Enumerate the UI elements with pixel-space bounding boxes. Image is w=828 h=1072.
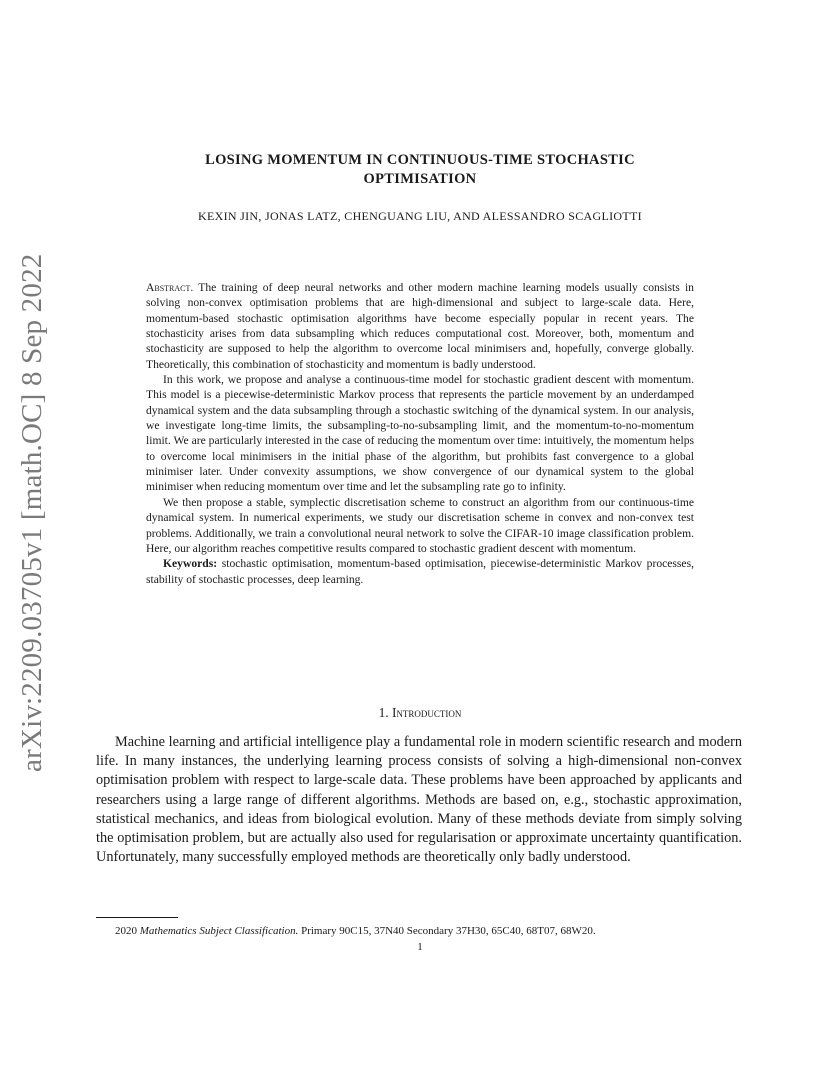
abstract bbox=[146, 280, 694, 587]
footnote-label: Mathematics Subject Classification. bbox=[139, 925, 299, 937]
section-heading-introduction bbox=[120, 705, 720, 721]
paper-title bbox=[120, 151, 720, 189]
keywords bbox=[146, 556, 694, 587]
title-line-1: LOSING MOMENTUM IN CONTINUOUS-TIME STOCHASTIC bbox=[205, 152, 635, 168]
abstract-paragraph-1 bbox=[146, 280, 694, 372]
abstract-paragraph-3: We then propose a stable, symplectic discretisation scheme to construct an algorithm from our continuous-time dynamical system. In numerical experiments, we study our discretisation scheme in convex and non-convex test problems. Additionally, we train a convolutional neural network to solve the CIFAR-10 image classification problem. Here, our algorithm reaches competitive results compared to stochastic gradient descent with momentum. bbox=[146, 495, 694, 555]
keywords-text: stochastic optimisation, momentum-based optimisation, piecewise-deterministic Markov processes, stability of stochastic processes, deep learning. bbox=[146, 557, 694, 586]
footnote-year: 2020 bbox=[115, 925, 137, 937]
arxiv-identifier-stamp: arXiv:2209.03705v1 [math.OC] 8 Sep 2022 bbox=[16, 253, 48, 772]
abstract-label: Abstract. bbox=[146, 281, 194, 294]
section-number: 1. bbox=[378, 705, 389, 720]
page-number: 1 bbox=[417, 941, 423, 953]
author-list: KEXIN JIN, JONAS LATZ, CHENGUANG LIU, AND ALESSANDRO SCAGLIOTTI bbox=[198, 209, 642, 223]
footnote-divider bbox=[96, 917, 178, 918]
footnote-msc bbox=[96, 924, 756, 938]
title-line-2: OPTIMISATION bbox=[363, 171, 477, 187]
abstract-paragraph-2: In this work, we propose and analyse a continuous-time model for stochastic gradient descent with momentum. This model is a piecewise-deterministic Markov process that represents the particle movement by an underdamped dynamical system and the data subsampling through a stochastic switching of the dynamical system. In our analysis, we investigate long-time limits, the subsampling-to-no-subsampling limit, and the momentum-to-no-momentum limit. We are particularly interested in the case of reducing the momentum over time: intuitively, the momentum helps to overcome local minimisers in the initial phase of the algorithm, but prohibits fast convergence to a global minimiser later. Under convexity assumptions, we show convergence of our dynamical system to the global minimiser when reducing momentum over time and let the subsampling rate go to infinity. bbox=[146, 373, 694, 494]
introduction-paragraph-1: Machine learning and artificial intelligence play a fundamental role in modern scientific research and modern life. In many instances, the underlying learning process consists of solving a high-dimensional non-convex optimisation problem with respect to large-scale data. These problems have been approached by applicants and researchers using a large range of different algorithms. Methods are based on, e.g., stochastic approximation, statistical mechanics, and ideas from biological evolution. Many of these methods deviate from simply solving the optimisation problem, but are actually also used for regularisation or approximate uncertainty quantification. Unfortunately, many successfully employed methods are theoretically only badly understood. bbox=[96, 734, 742, 866]
keywords-label: Keywords: bbox=[163, 557, 218, 571]
footnote-text: Primary 90C15, 37N40 Secondary 37H30, 65C40, 68T07, 68W20. bbox=[301, 925, 596, 937]
abstract-text-1: The training of deep neural networks and other modern machine learning models usually consists in solving non-convex optimisation problems that are high-dimensional and subject to large-scale data. Here, momentum-based stochastic optimisation algorithms have become especially popular in recent years. The stochasticity arises from data subsampling which reduces computational cost. Moreover, both, momentum and stochasticity are supposed to help the algorithm to overcome local minimisers and, hopefully, converge globally. Theoretically, this combination of stochasticity and momentum is badly understood. bbox=[146, 281, 694, 371]
section-title: Introduction bbox=[391, 705, 462, 720]
